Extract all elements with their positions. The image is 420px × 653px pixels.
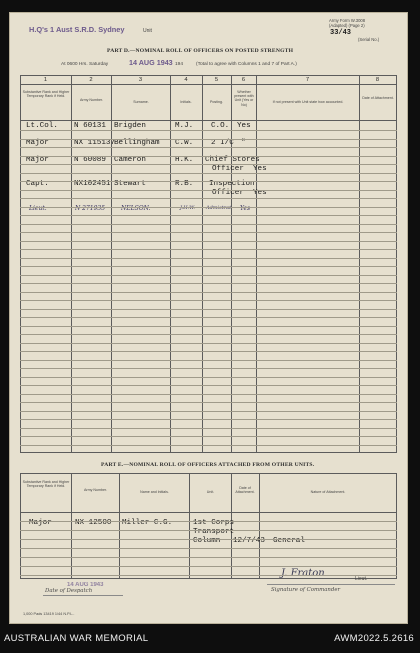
col-number: 8 (375, 77, 380, 83)
row-4-posting-line2: Officer (212, 189, 244, 197)
ruled-line (20, 198, 397, 199)
ruled-line (20, 334, 397, 335)
part-e-title: PART E.—NOMINAL ROLL OF OFFICERS ATTACHED FROM OTHER UNITS. (101, 462, 315, 468)
e-col-head-nature: Nature of Attachment. (310, 490, 346, 494)
part-d-title: PART D.—NOMINAL ROLL OF OFFICERS ON POSTED STRENGTH (107, 48, 294, 54)
row-4-surname: Stewart (114, 180, 146, 188)
ruled-line (20, 548, 397, 549)
archive-accession: AWM2022.5.2616 (334, 633, 414, 644)
row-5-surname: NELSON. (121, 205, 151, 212)
row-3-surname: Cameron (114, 156, 146, 164)
e-col-head-name: Name and Initials. (140, 490, 169, 494)
row-1-posting: C.O. (211, 122, 230, 130)
col-number: 6 (241, 77, 246, 83)
ruled-line (20, 130, 397, 131)
part-d-bottom-border (20, 452, 397, 453)
date-stamp: 14 AUG 1943 (129, 58, 173, 67)
signature-rank: Lieut. (355, 576, 368, 582)
ruled-line (20, 266, 397, 267)
col-line (259, 473, 260, 579)
row-1-present: Yes (237, 122, 251, 130)
archive-caption-bar (0, 625, 420, 653)
col-head-accounted: If not present with Unit state how accounted. (272, 100, 344, 104)
col-line (396, 473, 397, 579)
col-head-attachment: Date of Attachment. (362, 96, 394, 100)
col-line (231, 75, 232, 453)
serial-label: (Serial No.) (358, 37, 380, 42)
part-e-header-divider (20, 512, 397, 513)
e-col-head-rank: Substantive Rank and Higher Temporary Rank if Held. (22, 480, 70, 489)
col-number: 4 (184, 77, 188, 83)
ruled-line (20, 275, 397, 276)
despatch-date-label: Date of Despatch (45, 588, 93, 594)
row-3-rank: Major (26, 156, 49, 164)
col-number: 2 (89, 77, 93, 83)
row-5-number: N 271935 (75, 205, 106, 212)
row-2-initials: C.W. (175, 139, 194, 147)
col-head-initials: Initials. (180, 100, 192, 104)
row-3-initials: H.K. (175, 156, 194, 164)
ruled-line (20, 173, 397, 174)
ruled-line (20, 394, 397, 395)
ruled-line (20, 436, 397, 437)
ruled-line (20, 402, 397, 403)
army-form-label: Army Form W.3008 (329, 18, 366, 23)
part-d-header-divider (20, 120, 397, 121)
col-line (256, 75, 257, 453)
signature-underline (267, 584, 395, 585)
col-head-surname: Surname. (133, 100, 149, 104)
ruled-line (20, 156, 397, 157)
ruled-line (20, 521, 397, 522)
ruled-line (20, 343, 397, 344)
row-3-number: N 60089 (74, 156, 106, 164)
ruled-line (20, 207, 397, 208)
ruled-line (20, 575, 397, 576)
part-e-top-border (20, 473, 397, 474)
e-col-head-date: Date of Attachment. (235, 486, 255, 495)
ruled-line (20, 292, 397, 293)
ruled-line (20, 377, 397, 378)
col-head-present: Whether present with Unit (Yes or No) (234, 90, 254, 107)
col-line (189, 473, 190, 579)
signature-label: Signature of Commander (271, 587, 341, 593)
archive-name: AUSTRALIAN WAR MEMORIAL (4, 633, 149, 644)
row-4-number: NX102451 (74, 180, 111, 188)
ruled-line (20, 147, 397, 148)
col-line (119, 473, 120, 579)
ruled-line (20, 351, 397, 352)
ruled-line (20, 224, 397, 225)
row-2-rank: Major (26, 139, 49, 147)
ruled-line (20, 411, 397, 412)
col-line (71, 473, 72, 579)
serial-value: 33/43 (330, 29, 352, 37)
col-number: 1 (43, 77, 48, 83)
ruled-line (20, 385, 397, 386)
part-d-top-border (20, 75, 397, 76)
e-row-1-name: Miller C.G. (122, 519, 173, 527)
part-d-number-divider (20, 84, 397, 85)
ruled-line (20, 309, 397, 310)
col-head-army-number: Army Number. (80, 98, 103, 102)
unit-value: H.Q's 1 Aust S.R.D. Sydney (29, 25, 125, 34)
col-line (202, 75, 203, 453)
e-row-1-date: 12/7/43 (233, 537, 265, 545)
adapted-label: (Adapted) (Page 2) (329, 23, 365, 28)
ruled-line (20, 326, 397, 327)
row-2-posting: 2 I/C (211, 139, 234, 147)
ruled-line (20, 139, 397, 140)
ruled-line (20, 164, 397, 165)
ruled-line (20, 181, 397, 182)
form-sheet (9, 12, 408, 624)
e-row-1-unit-line3: Column (193, 537, 221, 545)
col-number: 3 (138, 77, 143, 83)
ruled-line (20, 249, 397, 250)
ruled-line (20, 241, 397, 242)
row-4-initials: R.B. (175, 180, 194, 188)
e-row-1-unit-line2: Transport (193, 528, 235, 536)
ruled-line (20, 215, 397, 216)
col-number: 7 (305, 77, 310, 83)
ruled-line (20, 445, 397, 446)
ruled-line (20, 539, 397, 540)
col-line (20, 473, 21, 579)
row-5-rank: Lieut. (29, 205, 47, 212)
e-col-head-army-number: Army Number. (84, 488, 107, 492)
printer-line: 1,000 Pads 13419 1/44 N.P.L.. (23, 612, 75, 616)
row-3-posting-line2: Officer (212, 165, 244, 173)
ruled-line (20, 232, 397, 233)
ruled-line (20, 368, 397, 369)
row-2-number: NX 115137 (74, 139, 116, 147)
col-line (170, 75, 171, 453)
row-3-posting: Chief Stores (205, 156, 260, 164)
year-text: 194 (175, 62, 184, 67)
row-5-posting: Admistrat (206, 205, 232, 211)
part-d-at-text: At 0600 Hrs. Saturday (61, 62, 109, 67)
e-row-1-unit: 1st Corps (193, 519, 235, 527)
col-line (111, 75, 112, 453)
row-1-rank: Lt.Col. (26, 122, 58, 130)
row-5-present: Yes (240, 205, 251, 212)
ruled-line (20, 190, 397, 191)
row-1-initials: M.J. (175, 122, 194, 130)
ruled-line (20, 530, 397, 531)
ruled-line (20, 317, 397, 318)
col-line (396, 75, 397, 453)
row-4-posting: Inspection (209, 180, 255, 188)
part-d-note: (Total to agree with Columns 1 and 7 of Part A.) (196, 62, 297, 67)
row-2-present: " (241, 139, 246, 147)
despatch-underline (43, 595, 123, 596)
despatch-date-stamp: 14 AUG 1943 (67, 582, 104, 588)
row-5-initials: J.H.W. (180, 205, 196, 211)
ruled-line (20, 566, 397, 567)
unit-label: Unit (143, 28, 152, 34)
part-e-bottom-border (20, 578, 397, 579)
col-line (71, 75, 72, 453)
ruled-line (20, 360, 397, 361)
signature: J. Fraton (281, 568, 325, 579)
ruled-line (20, 557, 397, 558)
col-head-rank: Substantive Rank and Higher Temporary Rank if Held. (22, 90, 70, 99)
row-4-present: Yes (253, 189, 267, 197)
e-row-1-nature: General (273, 537, 305, 545)
ruled-line (20, 428, 397, 429)
e-col-head-unit: Unit. (206, 490, 215, 494)
col-head-posting: Posting. (210, 100, 223, 104)
row-4-rank: Capt. (26, 180, 49, 188)
e-row-1-rank: Major (29, 519, 52, 527)
ruled-line (20, 258, 397, 259)
ruled-line (20, 283, 397, 284)
e-row-1-number: NX 12500 (75, 519, 112, 527)
ruled-line (20, 300, 397, 301)
col-line (20, 75, 21, 453)
row-1-surname: Brigden (114, 122, 146, 130)
row-1-number: N 60131 (74, 122, 106, 130)
row-3-present: Yes (253, 165, 267, 173)
row-2-surname: Bellingham (114, 139, 160, 147)
ruled-line (20, 419, 397, 420)
col-line (359, 75, 360, 453)
col-number: 5 (214, 77, 219, 83)
